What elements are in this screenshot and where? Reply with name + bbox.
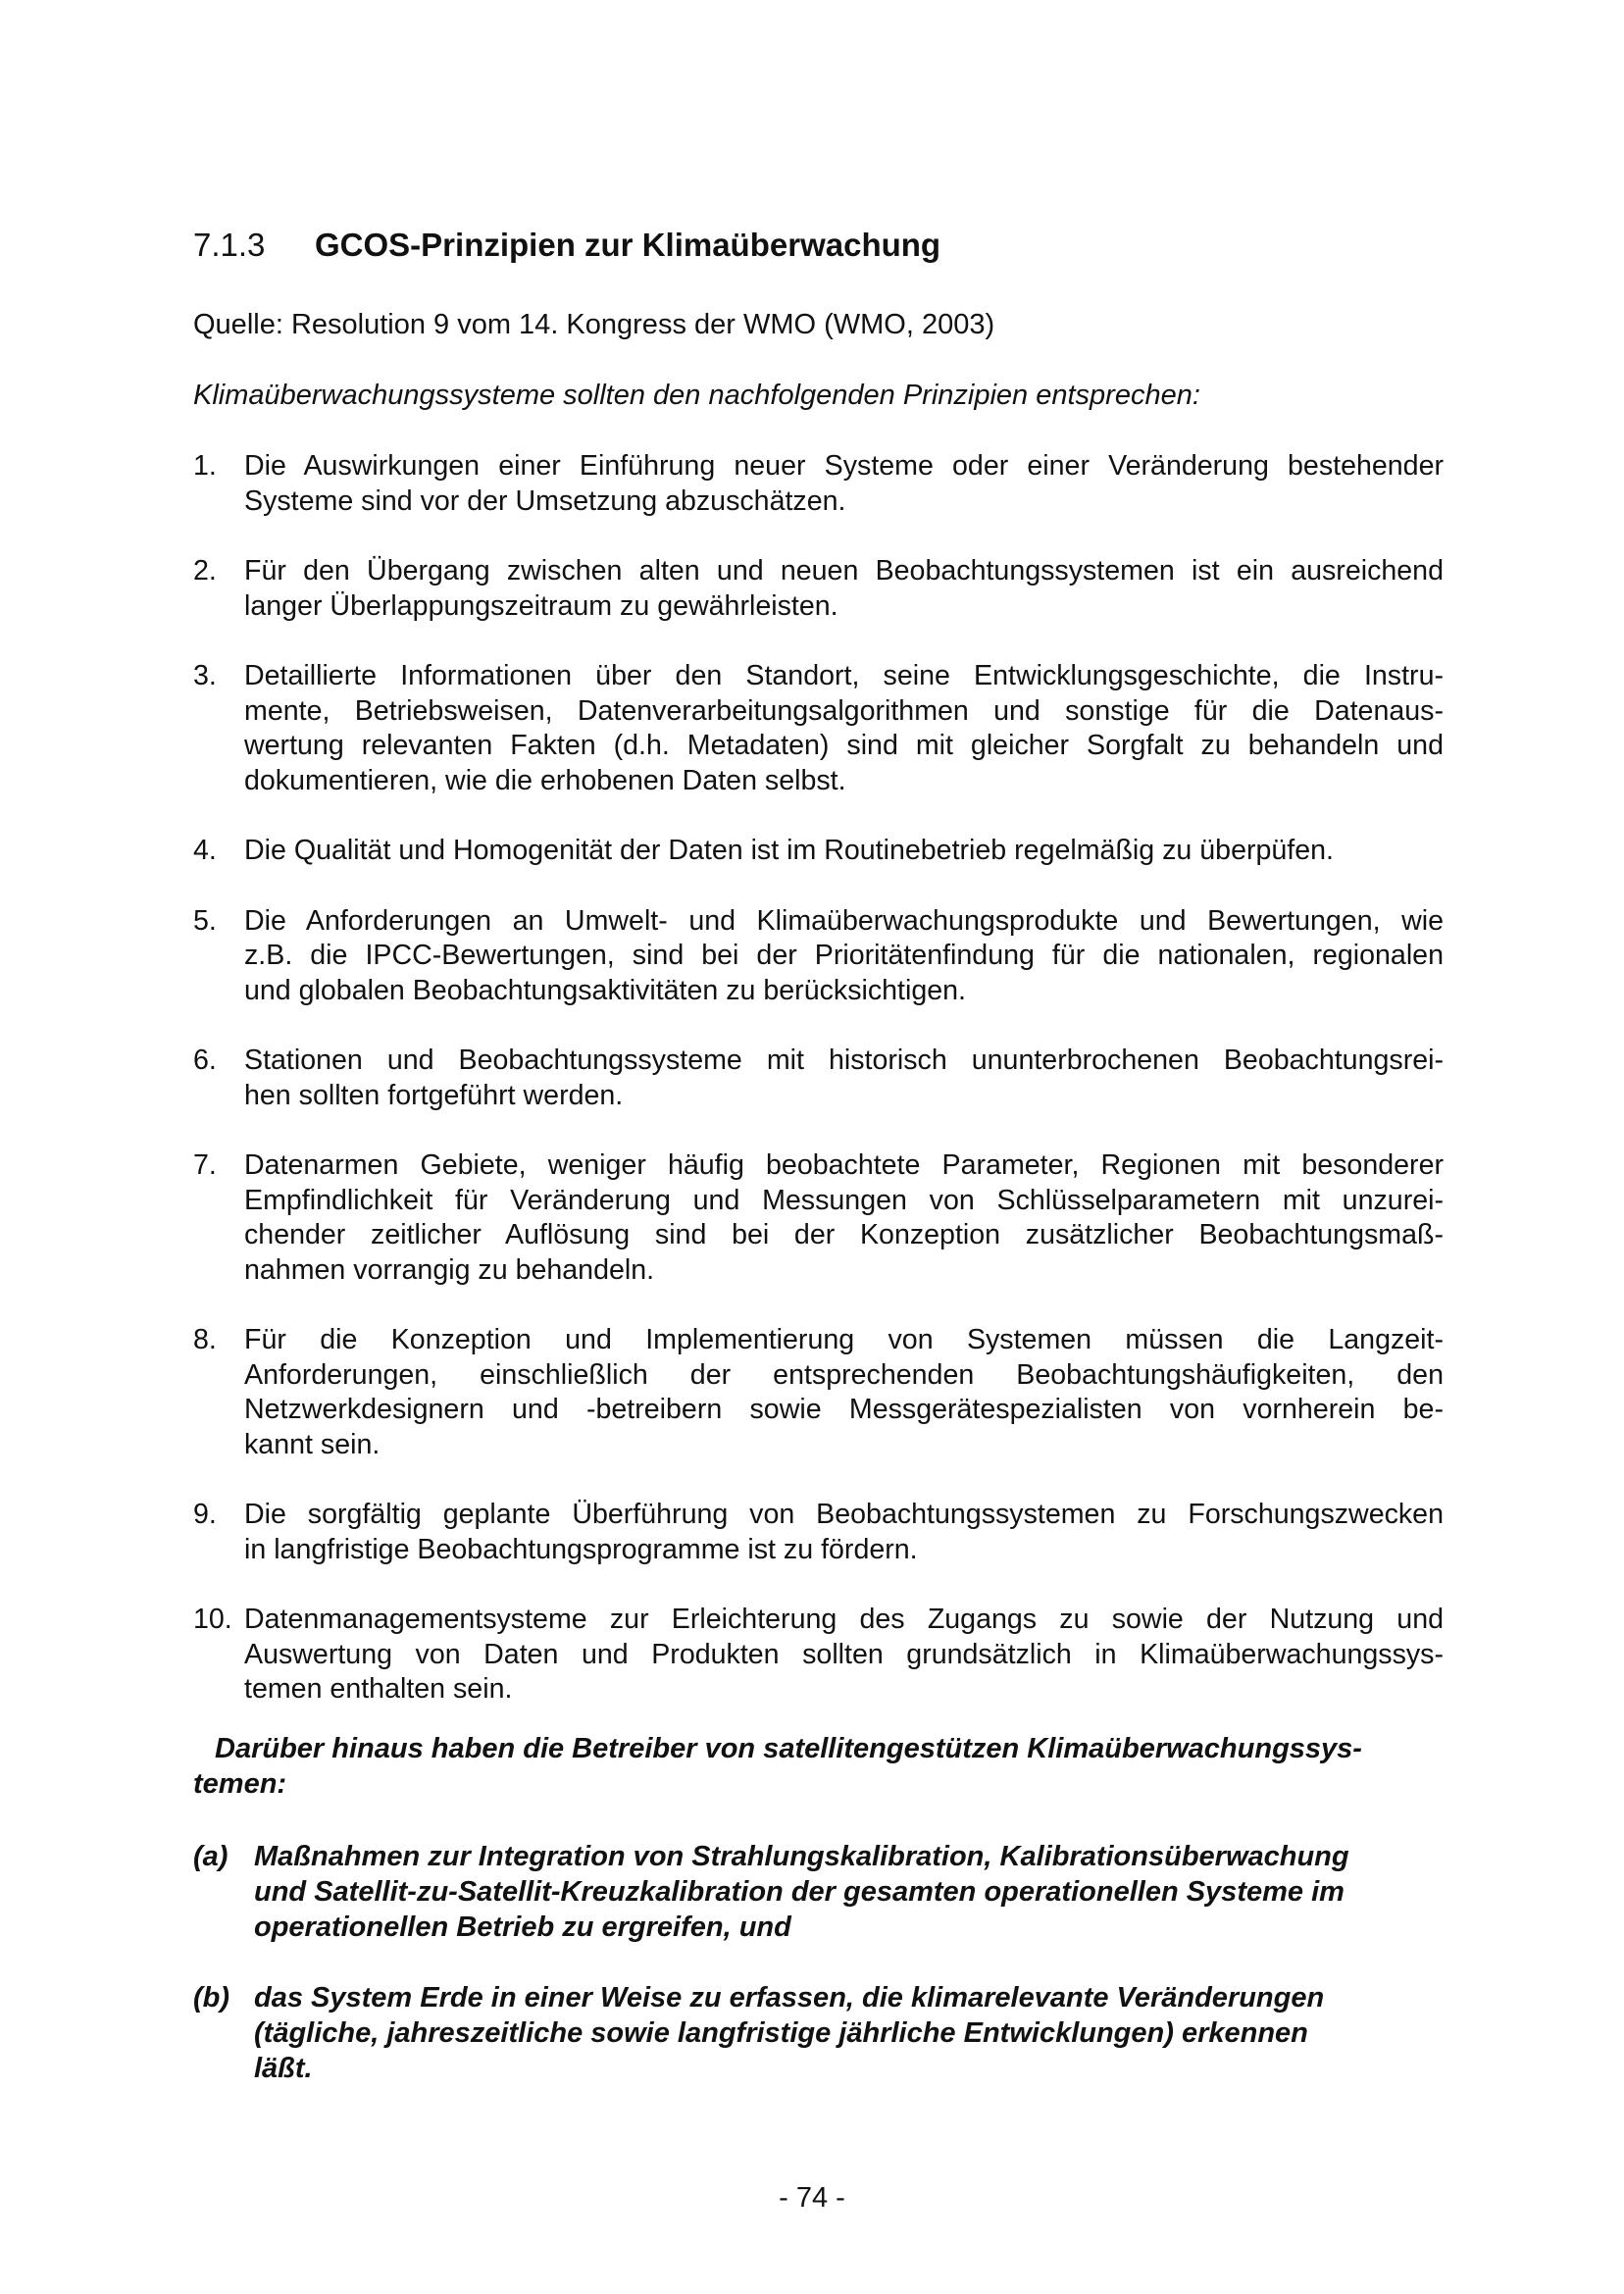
page-number: - 74 -: [779, 2182, 845, 2214]
principle-number: 5.: [193, 904, 217, 937]
section-number: 7.1.3: [193, 227, 266, 263]
principle-item: [193, 659, 1444, 798]
principle-text: [244, 554, 1444, 624]
principle-line: Stationen und Beobachtungssysteme mit historisch ununterbrochenen Beobachtungsrei-: [244, 1045, 1444, 1076]
satellite-intro: [193, 1731, 1434, 1802]
principle-item: [193, 554, 1444, 624]
principle-line: nahmen vorrangig zu behandeln.: [244, 1253, 655, 1286]
satellite-item-marker: (a): [193, 1841, 228, 1872]
principle-line: Netzwerkdesignern und -betreibern sowie Messgerätespezialisten von vornherein be-: [244, 1394, 1444, 1425]
satellite-item: [193, 1839, 1434, 1945]
principle-line: dokumentieren, wie die erhobenen Daten selbst.: [244, 764, 846, 796]
principle-line: Für den Übergang zwischen alten und neuen Beobachtungssystemen ist ein ausreichend: [244, 555, 1444, 586]
satellite-item-line: und Satellit-zu-Satellit-Kreuzkalibration der gesamten operationellen Systeme im: [254, 1876, 1345, 1908]
principle-line: Datenarmen Gebiete, weniger häufig beobachtete Parameter, Regionen mit besonderer: [244, 1149, 1444, 1181]
principle-text: [244, 834, 1444, 869]
principle-text: [244, 1498, 1444, 1567]
principle-line: Detaillierte Informationen über den Standort, seine Entwicklungsgeschichte, die Instru-: [244, 660, 1444, 691]
principle-text: [244, 1148, 1444, 1288]
principle-number: 9.: [193, 1499, 217, 1530]
principle-line: Für die Konzeption und Implementierung von Systemen müssen die Langzeit-: [244, 1324, 1444, 1355]
satellite-item: [193, 1980, 1434, 2086]
principle-number: 6.: [193, 1045, 217, 1076]
principle-item: [193, 1323, 1444, 1462]
principle-item: [193, 904, 1444, 1009]
principle-number: 2.: [193, 555, 217, 586]
satellite-item-text: [254, 1839, 1349, 1945]
principle-line: wertung relevanten Fakten (d.h. Metadaten) sind mit gleicher Sorgfalt zu behandeln und: [244, 730, 1444, 761]
principle-text: [244, 904, 1444, 1009]
principle-line: hen sollten fortgeführt werden.: [244, 1079, 624, 1111]
satellite-item-line: Maßnahmen zur Integration von Strahlungskalibration, Kalibrationsüberwachung: [254, 1841, 1349, 1872]
principle-line: langer Überlappungszeitraum zu gewährleisten.: [244, 589, 838, 622]
principle-number: 1.: [193, 450, 217, 482]
principle-number: 8.: [193, 1324, 217, 1355]
principle-line: Datenmanagementsysteme zur Erleichterung des Zugangs zu sowie der Nutzung und: [244, 1604, 1444, 1635]
principle-line: Die Anforderungen an Umwelt- und Klimaüberwachungsprodukte und Bewertungen, wie: [244, 904, 1444, 937]
principle-number: 3.: [193, 660, 217, 691]
principle-line: Systeme sind vor der Umsetzung abzuschätzen.: [244, 484, 846, 517]
principle-text: [244, 1044, 1444, 1113]
principle-line: Empfindlichkeit für Veränderung und Messungen von Schlüsselparametern mit unzurei-: [244, 1184, 1444, 1216]
principle-number: 10.: [193, 1604, 232, 1635]
satellite-intro-line: temen:: [193, 1768, 287, 1800]
principle-item: [193, 1044, 1444, 1113]
principle-line: mente, Betriebsweisen, Datenverarbeitungsalgorithmen und sonstige für die Datenaus-: [244, 694, 1444, 727]
principle-text: [244, 1603, 1444, 1708]
satellite-item-marker: (b): [193, 1982, 230, 2014]
principle-number: 4.: [193, 835, 217, 866]
principle-line: chender zeitlicher Auflösung sind bei der Konzeption zusätzlicher Beobachtungsmaß-: [244, 1219, 1444, 1250]
principle-line: temen enthalten sein.: [244, 1673, 513, 1705]
satellite-item-line: (tägliche, jahreszeitliche sowie langfristige jährliche Entwicklungen) erkennen: [254, 2017, 1308, 2049]
principle-line: z.B. die IPCC-Bewertungen, sind bei der Prioritätenfindung für die nationalen, regionalen: [244, 940, 1444, 971]
principle-line: und globalen Beobachtungsaktivitäten zu berücksichtigen.: [244, 974, 966, 1006]
satellite-list: [193, 1839, 1434, 2121]
source-line: Quelle: Resolution 9 vom 14. Kongress der WMO (WMO, 2003): [193, 309, 995, 340]
principle-line: Die Auswirkungen einer Einführung neuer Systeme oder einer Veränderung bestehender: [244, 450, 1444, 482]
satellite-item-line: operationellen Betrieb zu ergreifen, und: [254, 1912, 791, 1943]
principle-item: [193, 1148, 1444, 1288]
satellite-intro-line: Darüber hinaus haben die Betreiber von satellitengestützen Klimaüberwachungssys-: [215, 1733, 1362, 1764]
section-heading: [193, 226, 940, 265]
principle-line: in langfristige Beobachtungsprogramme ist zu fördern.: [244, 1533, 918, 1565]
section-title: GCOS-Prinzipien zur Klimaüberwachung: [315, 227, 941, 263]
principle-text: [244, 1323, 1444, 1462]
principle-item: [193, 834, 1444, 869]
intro-line: Klimaüberwachungssysteme sollten den nachfolgenden Prinzipien entsprechen:: [193, 380, 1200, 411]
principle-item: [193, 1603, 1444, 1708]
principle-item: [193, 1498, 1444, 1567]
principle-line: kannt sein.: [244, 1428, 381, 1460]
principle-text: [244, 449, 1444, 519]
principle-line: Die sorgfältig geplante Überführung von Beobachtungssystemen zu Forschungszwecken: [244, 1499, 1444, 1530]
satellite-item-text: [254, 1980, 1324, 2086]
principle-line: Anforderungen, einschließlich der entsprechenden Beobachtungshäufigkeiten, den: [244, 1358, 1444, 1391]
principle-text: [244, 659, 1444, 798]
principle-line: Auswertung von Daten und Produkten sollten grundsätzlich in Klimaüberwachungssys-: [244, 1638, 1444, 1670]
principle-item: [193, 449, 1444, 519]
principle-number: 7.: [193, 1149, 217, 1181]
principles-list: [193, 449, 1444, 1743]
satellite-item-line: das System Erde in einer Weise zu erfassen, die klimarelevante Veränderungen: [254, 1982, 1325, 2014]
principle-line: Die Qualität und Homogenität der Daten ist im Routinebetrieb regelmäßig zu überpüfen.: [244, 835, 1334, 866]
satellite-item-line: läßt.: [254, 2053, 313, 2084]
